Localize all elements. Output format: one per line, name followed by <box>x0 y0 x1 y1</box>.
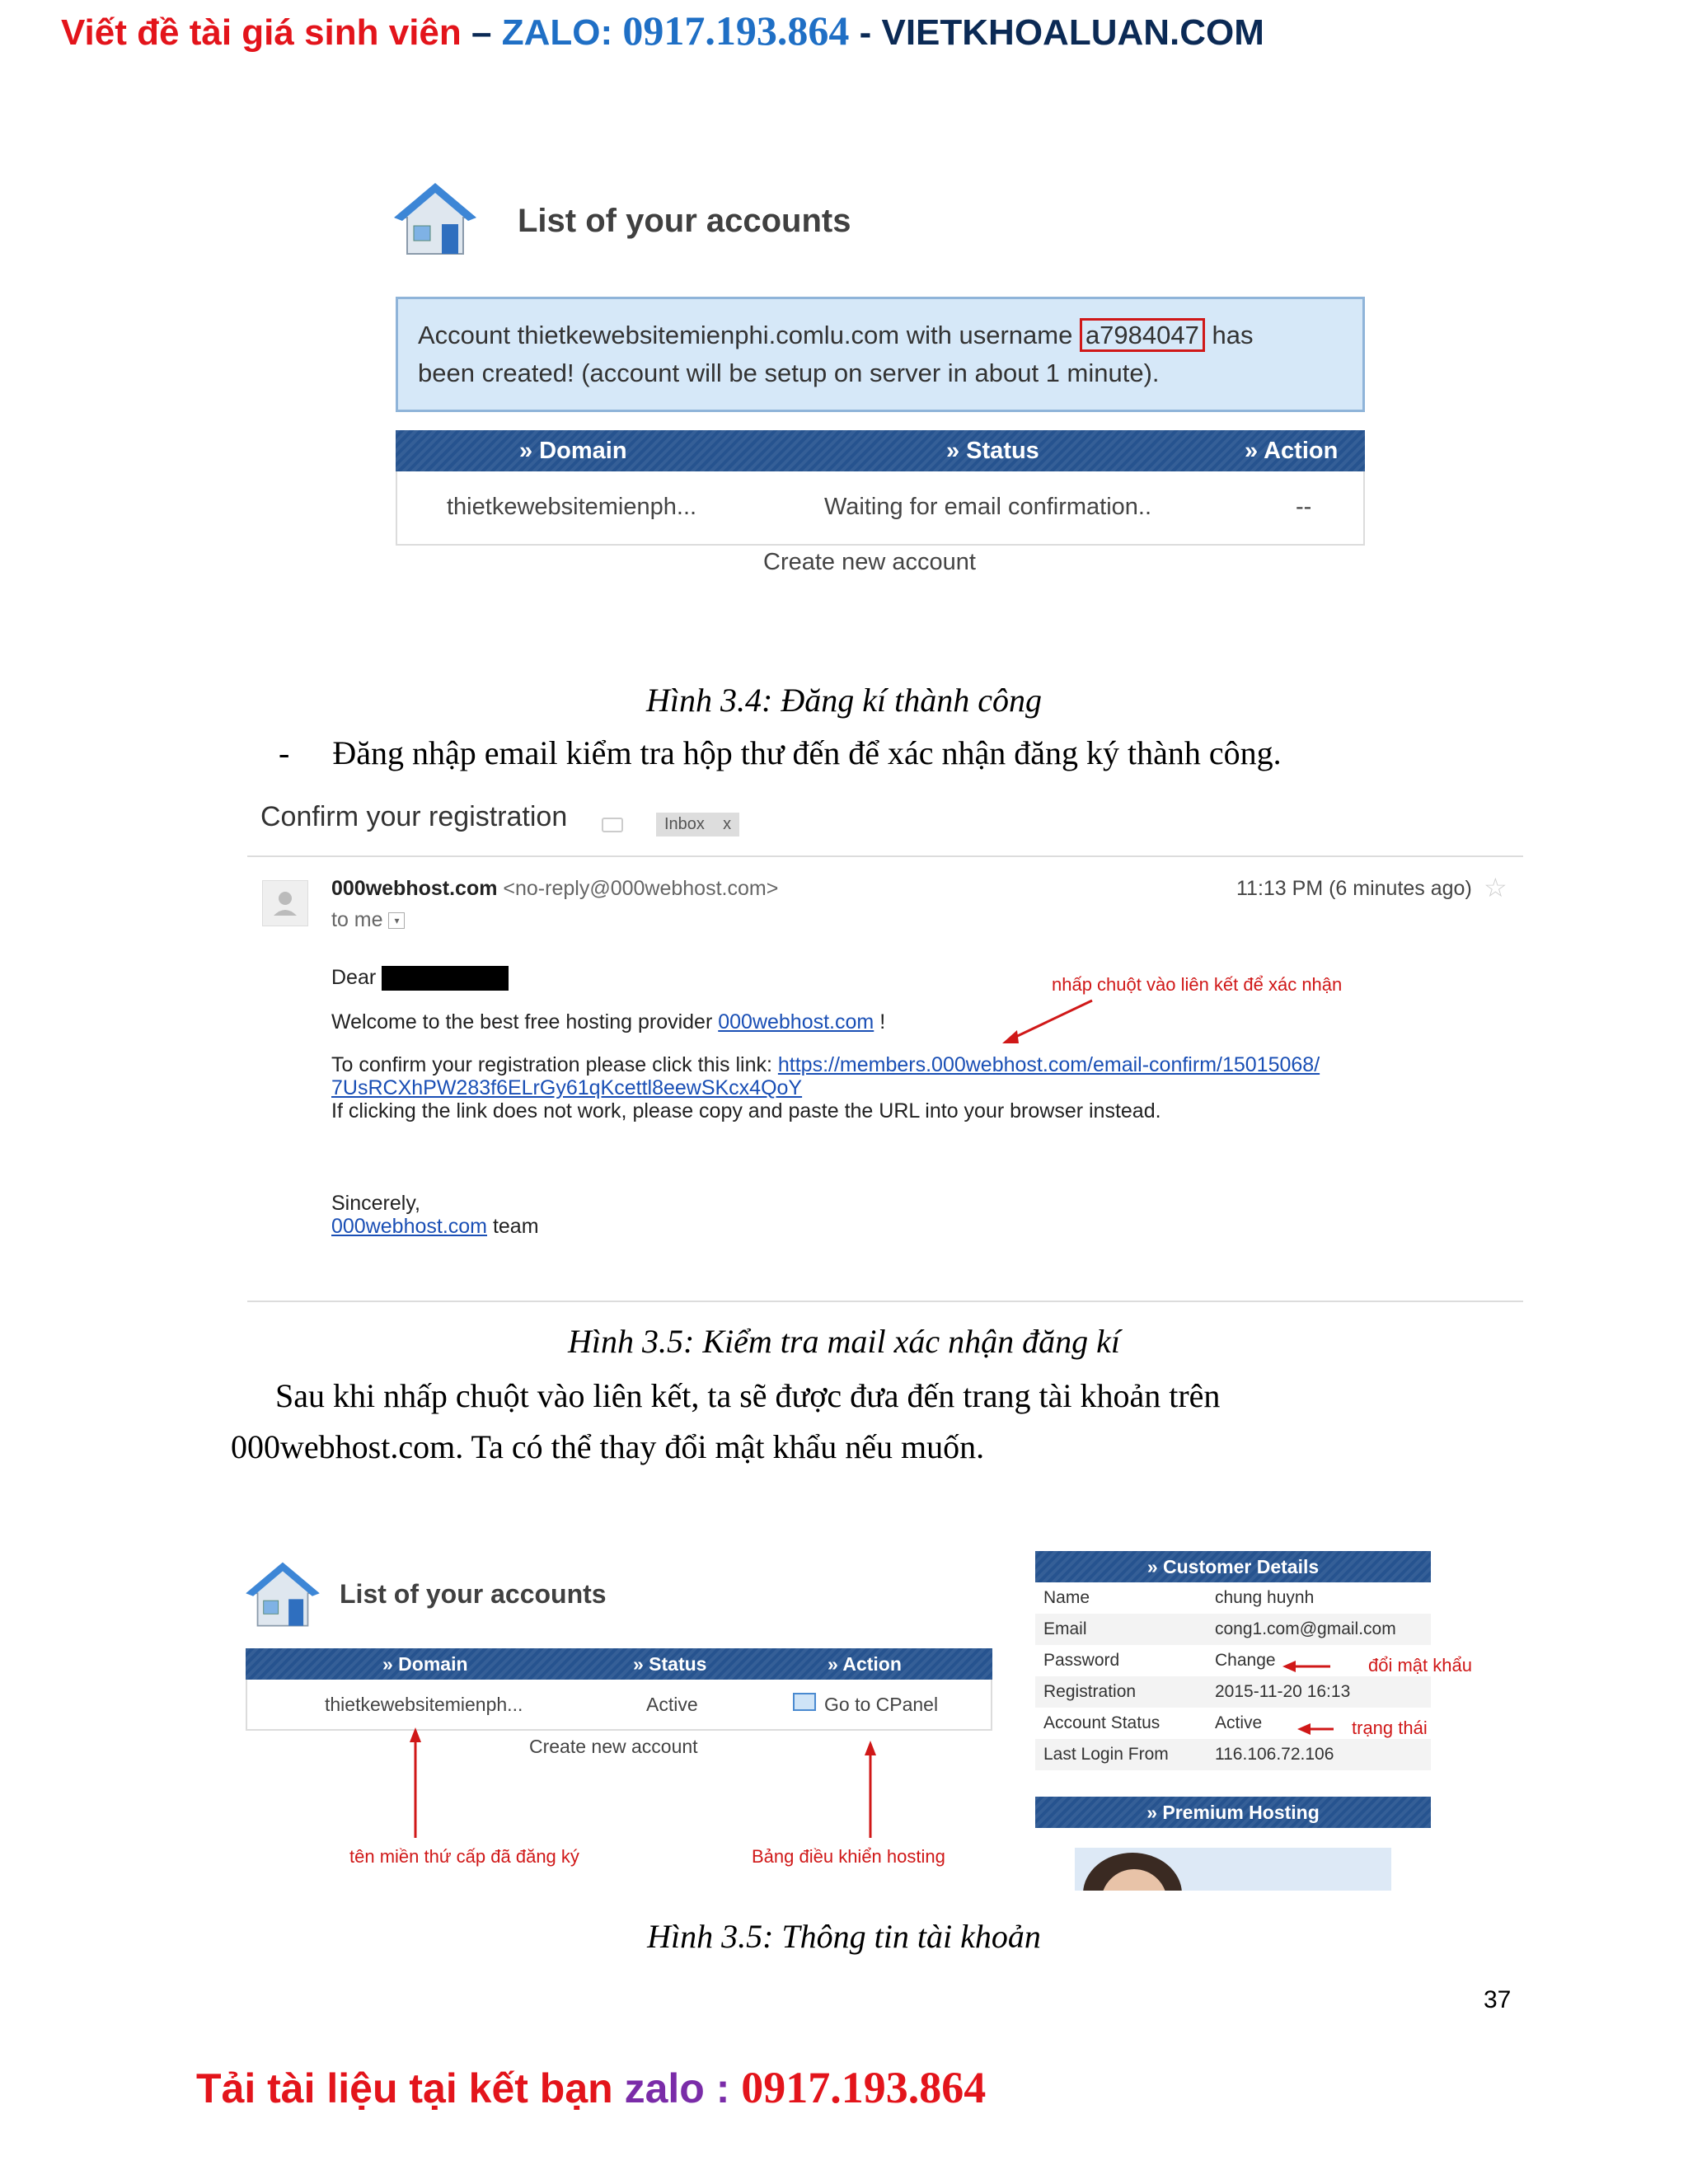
change-password-link[interactable]: Change <box>1215 1651 1276 1670</box>
team-link[interactable]: 000webhost.com <box>331 1215 488 1238</box>
provider-link[interactable]: 000webhost.com <box>718 1010 874 1033</box>
avatar <box>262 880 308 926</box>
header-separator-2: - <box>849 12 882 53</box>
annotation-arrow-cpanel <box>862 1741 879 1838</box>
column-header-status[interactable]: » Status <box>633 1653 707 1675</box>
page-footer <box>196 2062 986 2113</box>
welcome-line <box>331 1010 885 1034</box>
detail-value: chung huynh <box>1215 1588 1315 1607</box>
paragraph-line-2: 000webhost.com. Ta có thể thay đổi mật khẩu nếu muốn. <box>231 1428 985 1465</box>
column-header-domain[interactable]: » Domain <box>519 438 627 464</box>
detail-label: Name <box>1043 1588 1090 1607</box>
footer-phone: 0917.193.864 <box>741 2063 987 2112</box>
column-header-action[interactable]: » Action <box>828 1653 902 1675</box>
email-greeting <box>331 966 509 991</box>
annotation-cpanel: Bảng điều khiển hosting <box>752 1846 945 1867</box>
header-zalo-label: ZALO: <box>501 12 623 53</box>
detail-label: Account Status <box>1043 1713 1160 1732</box>
row-status: Active <box>646 1694 698 1715</box>
confirm-link-continued[interactable]: 7UsRCXhPW283f6ELrGy61qKcettl8eewSKcx4QoY <box>331 1076 803 1099</box>
inbox-badge[interactable]: Inbox x <box>656 813 739 837</box>
create-account-link[interactable]: Create new account <box>529 1736 698 1757</box>
cpanel-icon[interactable] <box>793 1693 816 1711</box>
page-header <box>61 7 1264 54</box>
sender-name[interactable]: 000webhost.com <box>331 877 498 900</box>
table-row <box>396 471 1365 546</box>
label-icon[interactable] <box>602 818 623 832</box>
customer-details-header: » Customer Details <box>1035 1551 1431 1582</box>
figure-account-created <box>387 173 1376 602</box>
team-text: team <box>487 1215 539 1238</box>
confirm-link[interactable]: https://members.000webhost.com/email-confirm/15015068/ <box>777 1053 1320 1076</box>
confirm-line <box>331 1053 1320 1077</box>
detail-value: Active <box>1215 1713 1263 1732</box>
detail-label: Password <box>1043 1651 1120 1670</box>
page-title: List of your accounts <box>518 203 851 239</box>
detail-label: Registration <box>1043 1682 1137 1701</box>
figure-email <box>247 801 1523 1312</box>
recipient <box>331 908 405 932</box>
person-icon <box>263 881 307 926</box>
detail-row-last-login <box>1035 1739 1431 1770</box>
annotation-password: đổi mật khẩu <box>1368 1655 1472 1675</box>
accounts-table-header <box>396 430 1365 471</box>
figure-account-list <box>242 1549 1009 1879</box>
username-highlight: a7984047 <box>1080 318 1205 352</box>
notice-text-line2: been created! (account will be setup on server in about 1 minute). <box>418 359 1160 387</box>
sign-off: Sincerely, <box>331 1192 420 1215</box>
annotation-click-link: nhấp chuột vào liên kết để xác nhận <box>1052 974 1343 995</box>
detail-row-name <box>1035 1582 1431 1614</box>
annotation-domain: tên miền thứ cấp đã đăng ký <box>349 1846 579 1867</box>
create-account-link[interactable]: Create new account <box>763 549 976 575</box>
notice-text: Account thietkewebsitemienphi.comlu.com with username <box>418 321 1080 349</box>
header-phone: 0917.193.864 <box>622 7 850 54</box>
confirm-text: To confirm your registration please click this link: <box>331 1053 778 1076</box>
accounts-table-header <box>246 1648 992 1680</box>
divider-bottom <box>247 1301 1523 1302</box>
bullet-dash: - <box>279 734 290 771</box>
column-header-domain[interactable]: » Domain <box>382 1653 468 1675</box>
bullet-line <box>279 733 1282 772</box>
detail-value: cong1.com@gmail.com <box>1215 1619 1396 1638</box>
detail-value: 2015-11-20 16:13 <box>1215 1682 1351 1701</box>
annotation-arrow-domain <box>407 1727 424 1838</box>
details-dropdown-icon[interactable]: ▾ <box>388 912 405 929</box>
header-separator: – <box>461 12 502 53</box>
figure-caption-3-4: Hình 3.4: Đăng kí thành công <box>646 682 1042 719</box>
email-time: 11:13 PM (6 minutes ago) <box>1236 877 1472 900</box>
sender-address: <no-reply@000webhost.com> <box>497 877 779 900</box>
page-number: 37 <box>1484 1986 1512 2013</box>
annotation-arrow-password <box>1282 1658 1332 1675</box>
welcome-end: ! <box>874 1010 886 1033</box>
column-header-status[interactable]: » Status <box>946 438 1039 464</box>
cpanel-link[interactable]: Go to CPanel <box>824 1694 939 1715</box>
star-icon[interactable]: ☆ <box>1484 872 1507 903</box>
header-title: Viết đề tài giá sinh viên <box>61 12 462 53</box>
team-line <box>331 1215 539 1239</box>
sender <box>331 877 778 901</box>
page-title: List of your accounts <box>340 1579 607 1609</box>
detail-value: 116.106.72.106 <box>1215 1745 1334 1764</box>
premium-hosting-header: » Premium Hosting <box>1035 1797 1431 1828</box>
house-icon <box>246 1559 320 1630</box>
bullet-text: Đăng nhập email kiểm tra hộp thư đến để xác nhận đăng ký thành công. <box>332 734 1282 771</box>
annotation-status: trạng thái <box>1352 1718 1428 1738</box>
row-status: Waiting for email confirmation.. <box>824 494 1152 520</box>
paragraph-line-1: Sau khi nhấp chuột vào liên kết, ta sẽ được đưa đến trang tài khoản trên <box>275 1377 1221 1414</box>
figure-caption-3-5: Hình 3.5: Kiểm tra mail xác nhận đăng kí <box>568 1323 1120 1360</box>
detail-row-email <box>1035 1614 1431 1645</box>
header-site: VIETKHOALUAN.COM <box>881 12 1264 53</box>
row-action: -- <box>1296 494 1312 520</box>
divider <box>247 855 1523 857</box>
fallback-text: If clicking the link does not work, please copy and paste the URL into your browser instead. <box>331 1099 1161 1122</box>
dear-label: Dear <box>331 966 377 989</box>
footer-zalo: zalo : <box>624 2065 742 2111</box>
recipient-label: to me <box>331 908 383 931</box>
detail-row-registration <box>1035 1676 1431 1708</box>
house-icon <box>394 180 476 259</box>
figure-caption-account-info: Hình 3.5: Thông tin tài khoản <box>647 1918 1041 1955</box>
email-subject: Confirm your registration <box>260 801 568 832</box>
welcome-text: Welcome to the best free hosting provider <box>331 1010 719 1033</box>
success-notice <box>396 297 1365 412</box>
confirm-link-line2 <box>331 1076 802 1100</box>
row-domain[interactable]: thietkewebsitemienph... <box>325 1694 523 1715</box>
table-row <box>246 1680 992 1731</box>
customer-details-table <box>1035 1582 1431 1770</box>
redacted-name <box>382 966 509 991</box>
detail-label: Last Login From <box>1043 1745 1169 1764</box>
customer-details-panel <box>1035 1551 1480 1897</box>
annotation-arrow-status <box>1297 1721 1335 1737</box>
notice-text-end: has <box>1204 321 1254 349</box>
row-domain[interactable]: thietkewebsitemienph... <box>447 494 697 520</box>
annotation-arrow <box>997 997 1096 1047</box>
column-header-action[interactable]: » Action <box>1245 438 1339 464</box>
footer-text: Tải tài liệu tại kết bạn <box>196 2065 625 2111</box>
premium-banner-image <box>1035 1828 1431 1891</box>
detail-label: Email <box>1043 1619 1087 1638</box>
